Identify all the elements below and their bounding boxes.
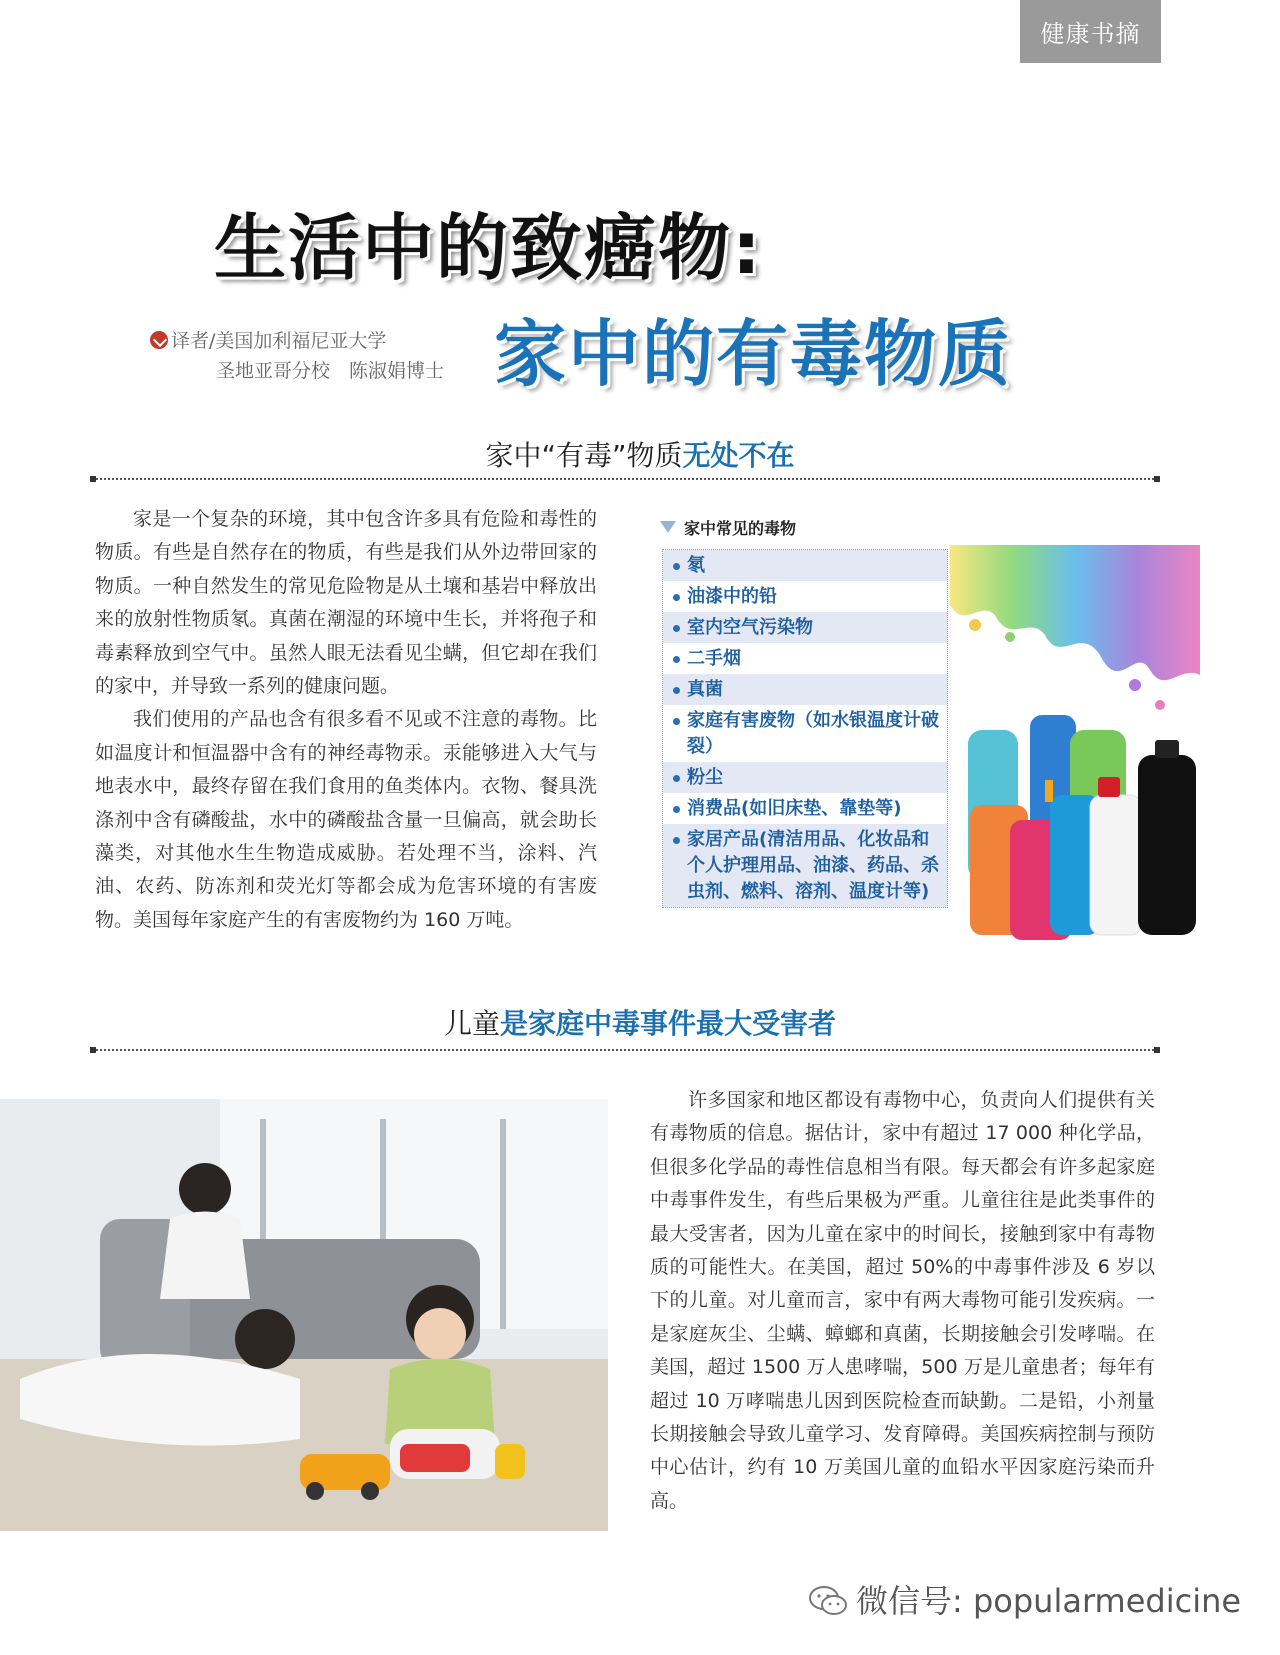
section-heading-1-emph: 无处不在 — [682, 439, 795, 472]
list-item: 二手烟 — [663, 643, 947, 674]
section-heading-2-plain: 儿童 — [443, 1007, 500, 1040]
family-playing-photo — [0, 1099, 608, 1531]
section-heading-1-plain: 家中“有毒”物质 — [485, 439, 683, 472]
section-1-body — [95, 503, 597, 937]
triangle-down-icon — [660, 521, 676, 533]
poison-list — [662, 549, 948, 908]
list-item: 粉尘 — [663, 762, 947, 793]
household-products-photo — [950, 545, 1200, 945]
section-heading-2 — [0, 1002, 1280, 1042]
list-item: 油漆中的铅 — [663, 581, 947, 612]
list-item: 氡 — [663, 550, 947, 581]
list-item: 室内空气污染物 — [663, 612, 947, 643]
list-item: 消费品(如旧床垫、靠垫等) — [663, 793, 947, 824]
list-item: 家庭有害废物（如水银温度计破裂） — [663, 705, 947, 762]
section-heading-1 — [0, 434, 1280, 474]
sidebar-title — [660, 516, 796, 539]
sidebar-title-text: 家中常见的毒物 — [684, 519, 797, 538]
divider — [92, 1049, 1158, 1051]
wechat-icon — [808, 1584, 848, 1618]
byline-line-2: 圣地亚哥分校 陈淑娟博士 — [216, 360, 445, 382]
section-2-body — [650, 1084, 1155, 1518]
paragraph: 我们使用的产品也含有很多看不见或不注意的毒物。比如温度计和恒温器中含有的神经毒物汞。汞能够进入大气与地表水中，最终存留在我们食用的鱼类体内。衣物、餐具洗涤剂中含有磷酸盐，水中的磷酸盐含量一旦偏高，就会助长藻类，对其他水生生物造成威胁。若处理不当，涂料、汽油、农药、防冻剂和荧光灯等都会成为危害环境的有害废物。美国每年家庭产生的有害废物约为 160 万吨。 — [95, 708, 597, 931]
main-title: 生活中的致癌物: — [214, 206, 763, 290]
byline — [150, 326, 444, 386]
section-heading-2-emph: 是家庭中毒事件最大受害者 — [500, 1007, 837, 1040]
wechat-id-text: 微信号: popularmedicine — [856, 1582, 1242, 1620]
pen-icon — [150, 331, 168, 349]
list-item: 真菌 — [663, 674, 947, 705]
wechat-id — [808, 1576, 1241, 1622]
sub-title: 家中的有毒物质 — [494, 312, 1013, 396]
byline-line-1: 译者/美国加利福尼亚大学 — [171, 330, 387, 352]
section-tag: 健康书摘 — [1020, 0, 1161, 63]
paragraph: 许多国家和地区都设有毒物中心，负责向人们提供有关有毒物质的信息。据估计，家中有超过 17 000 种化学品，但很多化学品的毒性信息相当有限。每天都会有许多起家庭中毒事件发生，有些后果极为严重。儿童往往是此类事件的最大受害者，因为儿童在家中的时间长，接触到家中有毒物质的可能性大。在美国，超过 50%的中毒事件涉及 6 岁以下的儿童。对儿童而言，家中有两大毒物可能引发疾病。一是家庭灰尘、尘螨、蟑螂和真菌，长期接触会引发哮喘。在美国，超过 1500 万人患哮喘，500 万是儿童患者；每年有超过 10 万哮喘患儿因到医院检查而缺勤。二是铅，小剂量长期接触会导致儿童学习、发育障碍。美国疾病控制与预防中心估计，约有 10 万美国儿童的血铅水平因家庭污染而升高。 — [650, 1089, 1155, 1512]
divider — [92, 478, 1158, 480]
paragraph: 家是一个复杂的环境，其中包含许多具有危险和毒性的物质。有些是自然存在的物质，有些是我们从外边带回家的物质。一种自然发生的常见危险物是从土壤和基岩中释放出来的放射性物质氡。真菌在潮湿的环境中生长，并将孢子和毒素释放到空气中。虽然人眼无法看见尘螨，但它却在我们的家中，并导致一系列的健康问题。 — [95, 508, 597, 698]
list-item: 家居产品(清洁用品、化妆品和个人护理用品、油漆、药品、杀虫剂、燃料、溶剂、温度计等) — [663, 824, 947, 907]
